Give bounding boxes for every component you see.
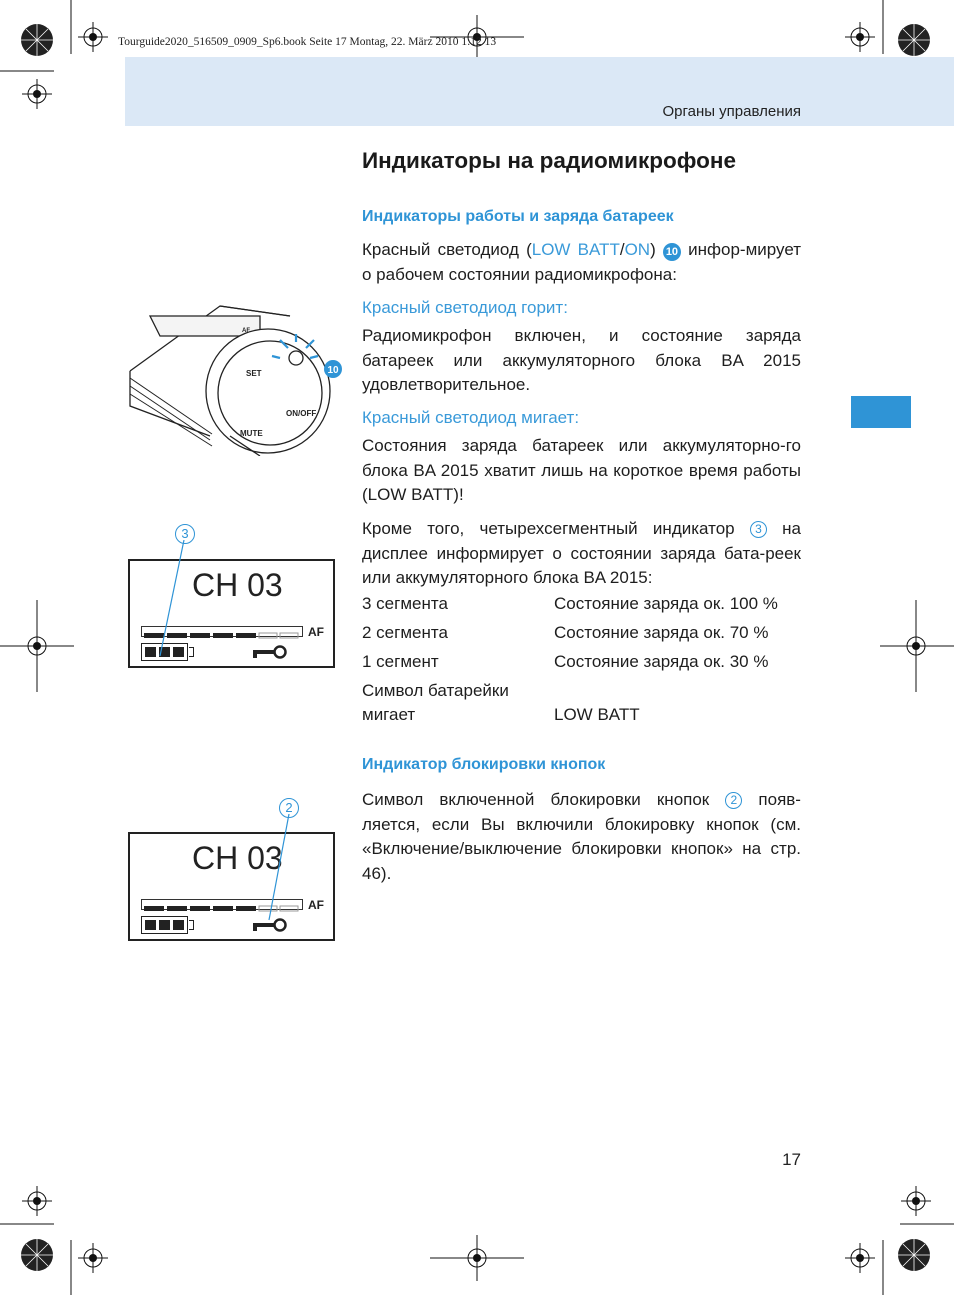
section-heading-lock: Индикатор блокировки кнопок	[362, 756, 606, 773]
chapter-tab	[851, 396, 911, 428]
ref-10-icon: 10	[663, 243, 681, 261]
running-head: Органы управления	[662, 103, 801, 120]
page-title: Индикаторы на радиомикрофоне	[362, 148, 736, 173]
device-label-af: AF	[242, 328, 250, 334]
ref-3-icon: 3	[750, 521, 767, 538]
lcd-channel: CH 03	[192, 840, 283, 876]
table-row: 2 сегмента Состояние заряда ок. 70 %	[362, 623, 769, 642]
segment-paragraph: Кроме того, четырехсегментный индикатор 3 на дисплее информирует о состоянии заряда бата-реек или аккумуляторного блока BA 2015:	[362, 519, 802, 587]
af-label: AF	[308, 625, 324, 639]
print-slug: Tourguide2020_516509_0909_Sp6.book Seite 17 Montag, 22. März 2010 1:12 13	[118, 36, 497, 48]
device-label-mute: MUTE	[240, 429, 263, 438]
battery-tip	[189, 920, 194, 930]
callout-3-leader	[150, 540, 200, 660]
callout-2-leader	[260, 814, 300, 924]
ref-2-icon: 2	[725, 792, 742, 809]
section-heading-battery: Индикаторы работы и заряда батареек	[362, 208, 674, 225]
table-row: 3 сегмента Состояние заряда ок. 100 %	[362, 594, 778, 613]
device-label-onoff: ON/OFF	[286, 409, 317, 418]
table-row: Символ батарейки	[362, 681, 509, 700]
callout-10-icon: 10	[327, 365, 339, 376]
table-row: мигает LOW BATT	[362, 705, 640, 724]
led-lit-label: Красный светодиод горит:	[362, 298, 568, 317]
table-row: 1 сегмент Состояние заряда ок. 30 %	[362, 652, 769, 671]
lcd-display-lock	[128, 832, 335, 941]
led-blink-text: Состояния заряда батареек или аккумуляторно-го блока BA 2015 хватит лишь на короткое время работы (LOW BATT)!	[362, 436, 801, 504]
led-lit-text: Радиомикрофон включен, и состояние заряда батареек или аккумуляторного блока BA 2015 удовлетворительное.	[362, 326, 801, 394]
battery-icon	[141, 916, 188, 934]
header-band	[125, 57, 954, 126]
led-blink-label: Красный светодиод мигает:	[362, 408, 580, 427]
page-number: 17	[782, 1150, 801, 1169]
device-label-set: SET	[246, 369, 262, 378]
intro-paragraph: Красный светодиод (LOW BATT/ON) 10 инфор-мирует о рабочем состоянии радиомикрофона:	[362, 240, 801, 284]
lcd-channel: CH 03	[192, 567, 283, 603]
device-illustration	[120, 296, 350, 456]
callout-2-icon: 2	[279, 798, 299, 818]
key-lock-icon	[252, 645, 288, 659]
lock-paragraph: Символ включенной блокировки кнопок 2 появ-ляется, если Вы включили блокировку кнопок (см. «Включение/выключение блокировки кнопок» на стр. 46).	[362, 790, 801, 883]
af-label: AF	[308, 898, 324, 912]
callout-3-icon: 3	[175, 524, 195, 544]
